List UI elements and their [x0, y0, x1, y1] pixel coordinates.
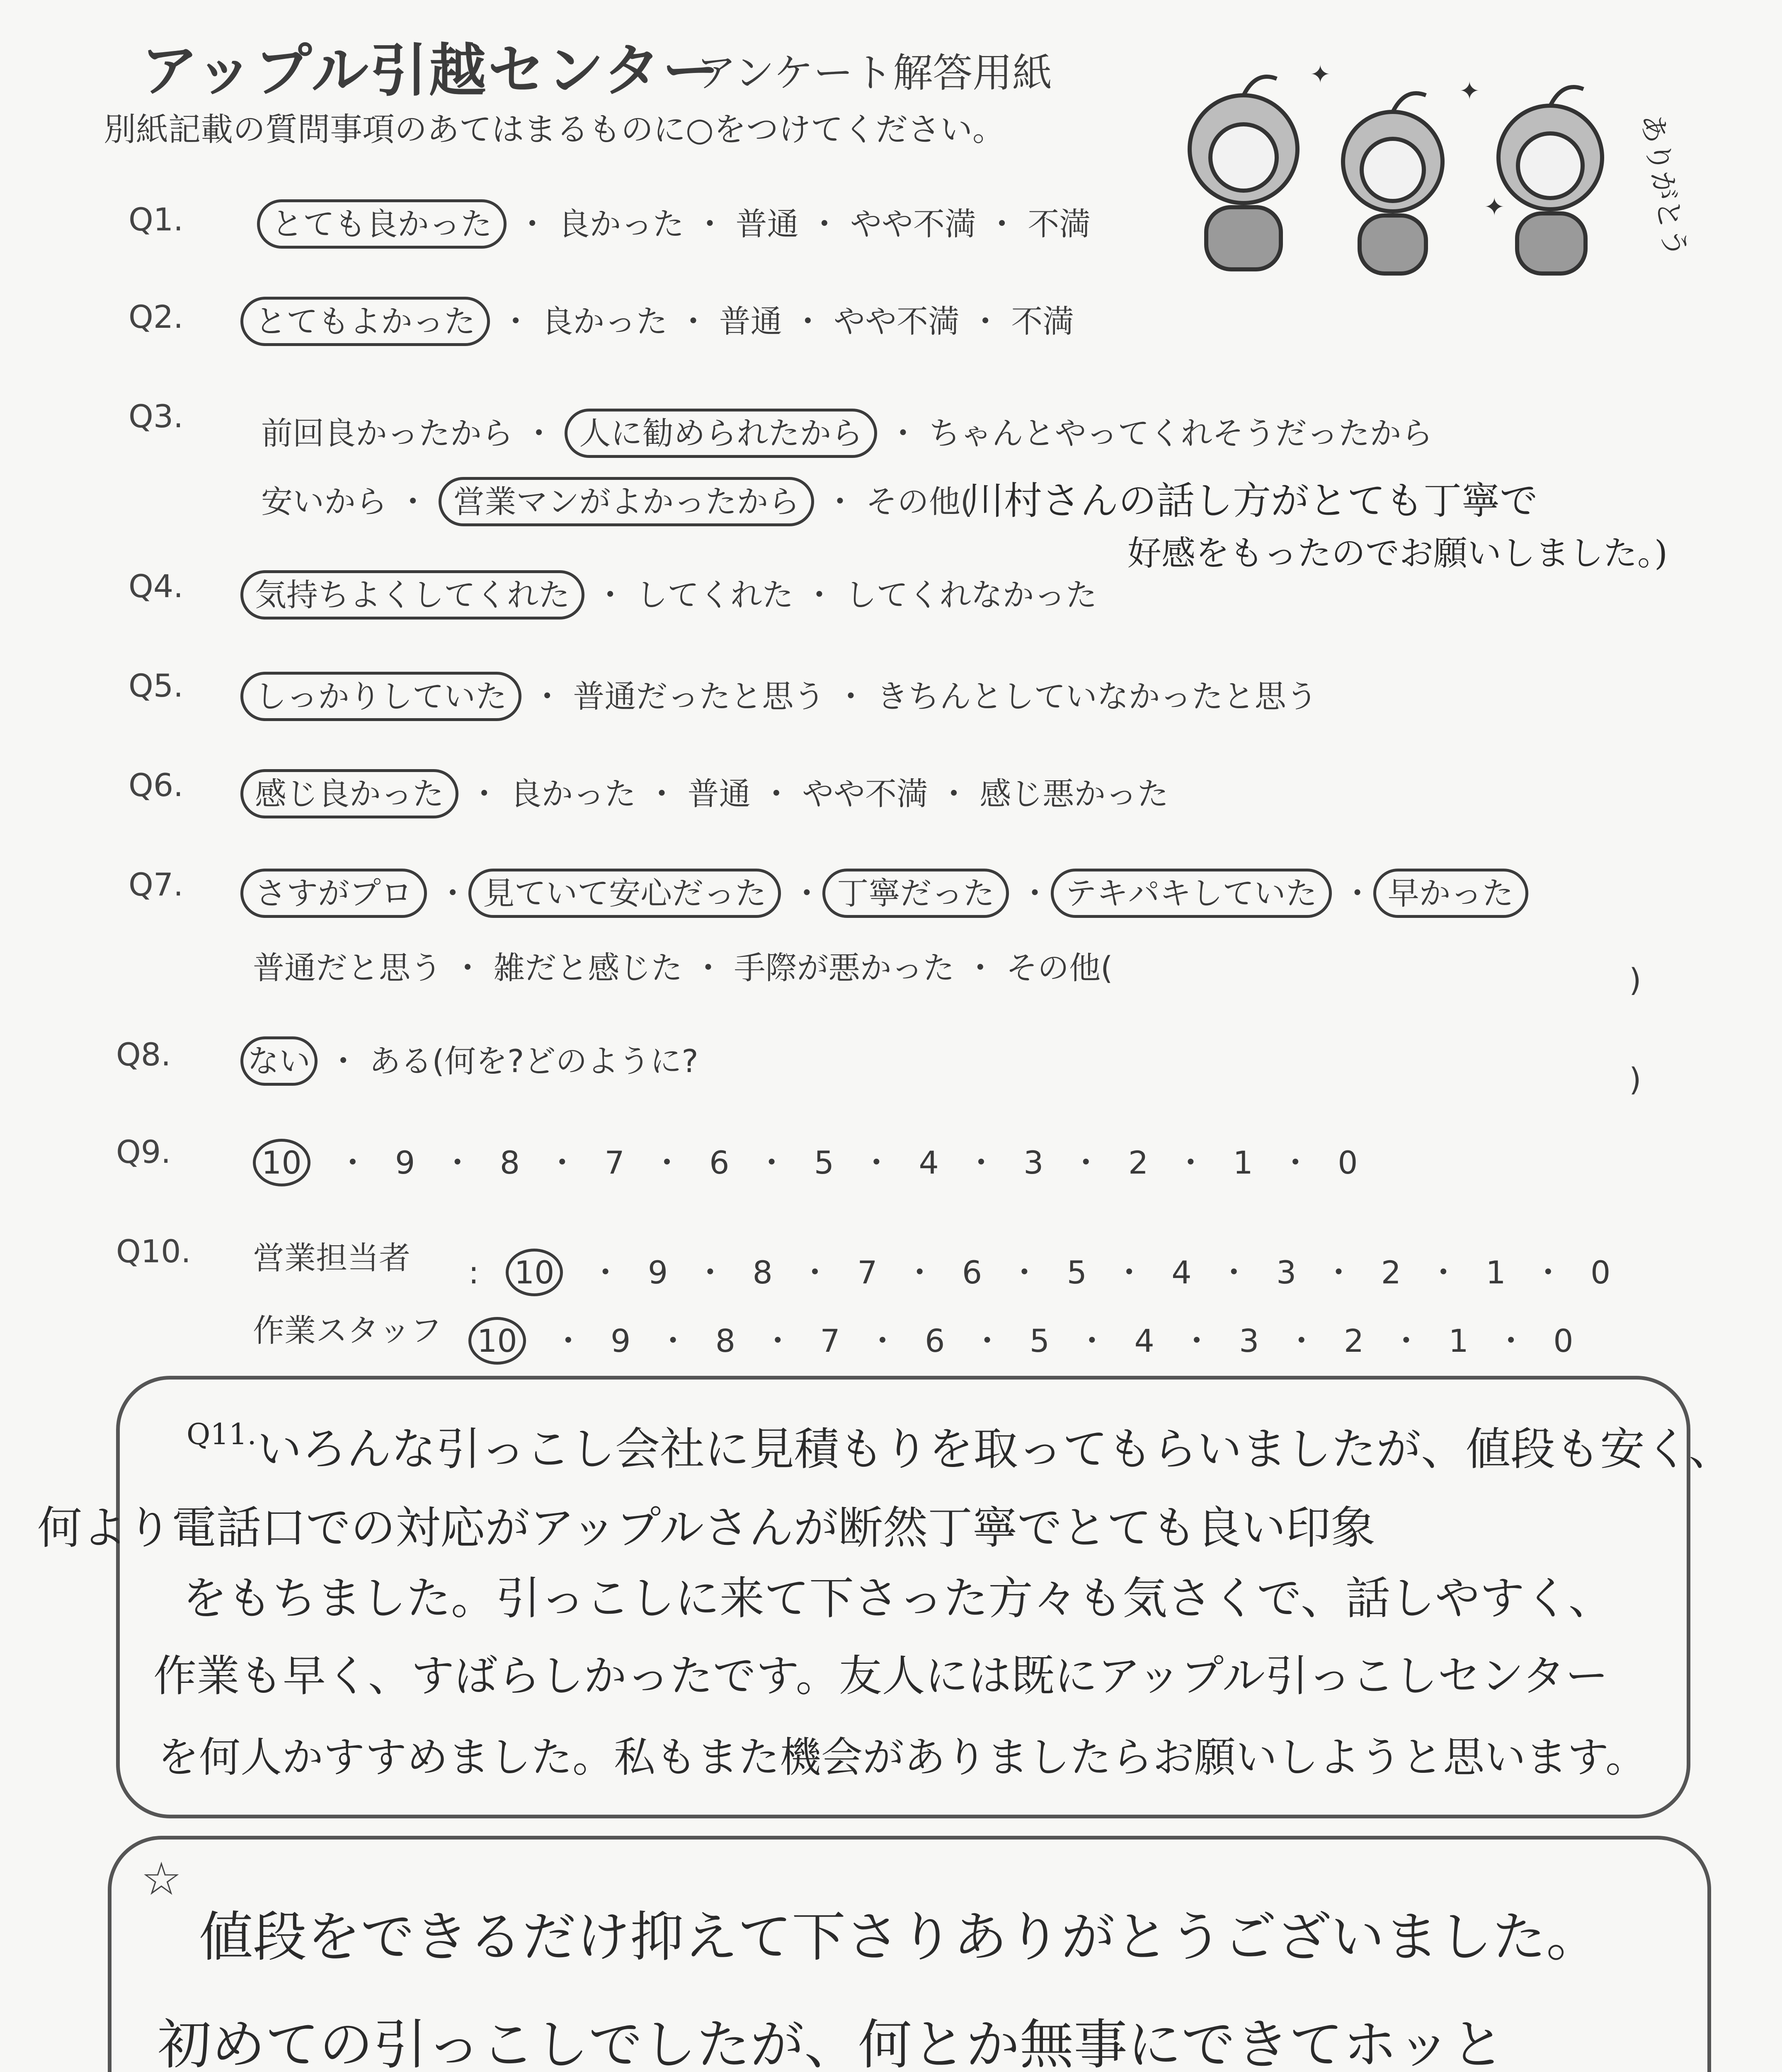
q3-option-other[interactable]: その他( [866, 483, 973, 520]
q9-score[interactable]: 4 [919, 1144, 939, 1181]
q10-score[interactable]: 5 [1029, 1322, 1050, 1359]
q9-score[interactable]: 6 [709, 1144, 730, 1181]
q3-option[interactable]: ちゃんとやってくれそうだったから [929, 415, 1433, 452]
q11-label: Q11. [187, 1417, 257, 1451]
q11-line: を何人かすすめました。私もまた機会がありましたらお願いしようと思います。 [158, 1733, 1647, 1782]
q7-option[interactable]: 普通だと思う [253, 949, 442, 986]
q2-option[interactable]: 良かった [541, 303, 668, 340]
q3-line1: 前回良かったから ・ 人に勧められたから ・ ちゃんとやってくれそうだったから [261, 408, 1433, 453]
q9-score[interactable]: 9 [395, 1144, 415, 1181]
q1-option[interactable]: 良かった [558, 206, 684, 242]
q8-close-paren: ) [1629, 1061, 1641, 1098]
q2-option[interactable]: 普通 [719, 303, 782, 340]
q10-score[interactable]: 7 [857, 1254, 878, 1291]
q10-score[interactable]: 6 [962, 1254, 982, 1291]
q6-options: 感じ良かった ・ 良かった ・ 普通 ・ やや不満 ・ 感じ悪かった [240, 769, 1169, 814]
q8-label: Q8. [116, 1036, 171, 1073]
q9-score[interactable]: 8 [499, 1144, 520, 1181]
q8-options: ない ・ ある(何を?どのように? [240, 1036, 698, 1081]
q3-label: Q3. [128, 398, 184, 435]
q3-option[interactable]: 前回良かったから [261, 415, 513, 452]
q4-options: 気持ちよくしてくれた ・ してくれた ・ してくれなかった [240, 570, 1097, 615]
q10-score[interactable]: 9 [647, 1254, 668, 1291]
q10-score[interactable]: 3 [1276, 1254, 1297, 1291]
q10-label: Q10. [116, 1233, 191, 1270]
q7-line1: さすがプロ ・ 見ていて安心だった ・ 丁寧だった ・ テキパキしていた ・ 早かった [240, 868, 1528, 913]
q2-options: とてもよかった ・ 良かった ・ 普通 ・ やや不満 ・ 不満 [240, 296, 1074, 341]
q10-score[interactable]: 4 [1134, 1322, 1154, 1359]
instruction-text: 別紙記載の質問事項のあてはまるものに○をつけてください。 [104, 111, 1005, 148]
q5-option-selected[interactable]: しっかりしていた [240, 672, 521, 721]
q10-score[interactable]: 4 [1171, 1254, 1192, 1291]
q7-option-selected[interactable]: 早かった [1373, 869, 1528, 918]
q5-label: Q5. [128, 667, 184, 704]
q2-option-selected[interactable]: とてもよかった [240, 297, 490, 346]
q7-option[interactable]: 雑だと感じた [493, 949, 683, 986]
page-title: アップル引越センター [141, 37, 721, 104]
q5-option[interactable]: きちんとしていなかったと思う [876, 678, 1318, 715]
q1-options: とても良かった ・ 良かった ・ 普通 ・ やや不満 ・ 不満 [257, 199, 1091, 244]
q3-other-handwritten-2: 好感をもったのでお願いしました。) [1127, 534, 1668, 573]
q5-option[interactable]: 普通だったと思う [573, 678, 825, 715]
q9-score-selected[interactable]: 10 [253, 1139, 310, 1186]
free-comment-line: 値段をできるだけ抑えて下さりありがとうございました。 [199, 1905, 1600, 1968]
q7-close-paren: ) [1629, 961, 1641, 998]
svg-text:✦: ✦ [1459, 77, 1480, 106]
q3-option-selected[interactable]: 人に勧められたから [565, 409, 877, 458]
svg-text:✦: ✦ [1484, 193, 1505, 222]
q10-score[interactable]: 2 [1343, 1322, 1364, 1359]
q10-score[interactable]: 8 [752, 1254, 773, 1291]
q9-score[interactable]: 1 [1233, 1144, 1253, 1181]
q10-staff-score-selected[interactable]: 10 [468, 1317, 526, 1365]
q7-option-other[interactable]: その他( [1006, 949, 1113, 986]
q10-score[interactable]: 2 [1381, 1254, 1401, 1291]
q10-score[interactable]: 8 [715, 1322, 736, 1359]
q6-option[interactable]: やや不満 [802, 775, 928, 812]
q6-option[interactable]: 良かった [510, 775, 636, 812]
q10-score[interactable]: 3 [1239, 1322, 1259, 1359]
q7-option-selected[interactable]: さすがプロ [240, 869, 427, 918]
q1-option-selected[interactable]: とても良かった [257, 199, 507, 249]
q3-other-handwritten-1: 川村さんの話し方がとても丁寧で [966, 479, 1538, 523]
q10-score[interactable]: 9 [611, 1322, 631, 1359]
q7-option-selected[interactable]: 見ていて安心だった [468, 869, 781, 918]
q2-label: Q2. [128, 298, 184, 335]
q7-option-selected[interactable]: 丁寧だった [822, 869, 1009, 918]
q10-score[interactable]: 0 [1590, 1254, 1611, 1291]
q4-option[interactable]: してくれなかった [845, 576, 1097, 613]
q8-option[interactable]: ある(何を?どのように? [369, 1043, 698, 1080]
q11-line: 何より電話口での対応がアップルさんが断然丁寧でとても良い印象 [37, 1502, 1376, 1554]
page-subtitle: アンケート解答用紙 [696, 50, 1052, 96]
q9-score[interactable]: 5 [814, 1144, 834, 1181]
mascot-thanks-text: ありがとう [1634, 111, 1693, 260]
star-icon: ☆ [141, 1852, 182, 1905]
q6-label: Q6. [128, 767, 184, 804]
q2-option[interactable]: 不満 [1011, 303, 1074, 340]
mascot-illustration [1161, 50, 1741, 282]
q4-option[interactable]: してくれた [636, 576, 794, 613]
q9-score[interactable]: 2 [1128, 1144, 1149, 1181]
q10-sales-score-selected[interactable]: 10 [506, 1249, 563, 1296]
q2-option[interactable]: やや不満 [833, 303, 960, 340]
q8-option-selected[interactable]: ない [240, 1036, 318, 1086]
q5-options: しっかりしていた ・ 普通だったと思う ・ きちんとしていなかったと思う [240, 671, 1318, 716]
q9-scale: 10 ・ 9 ・ 8 ・ 7 ・ 6 ・ 5 ・ 4 ・ 3 ・ 2 ・ 1 ・ 0 [253, 1138, 1358, 1183]
q6-option[interactable]: 普通 [687, 775, 751, 812]
q1-option[interactable]: 普通 [735, 206, 799, 242]
q11-line: 作業も早く、すばらしかったです。友人には既にアップル引っこしセンター [153, 1651, 1609, 1701]
q9-score[interactable]: 7 [604, 1144, 625, 1181]
q10-row1-label: 営業担当者 [253, 1239, 410, 1276]
q7-option-selected[interactable]: テキパキしていた [1051, 869, 1332, 918]
free-comment-line: 初めての引っこしでしたが、何とか無事にできてホッと [158, 2013, 1505, 2072]
q4-label: Q4. [128, 568, 184, 605]
q10-score[interactable]: 5 [1067, 1254, 1087, 1291]
q10-row2-label: 作業スタッフ [253, 1312, 442, 1349]
q10-row1-scale: : 10 ・ 9 ・ 8 ・ 7 ・ 6 ・ 5 ・ 4 ・ 3 ・ 2 ・ 1 ・ 0 [468, 1247, 1610, 1293]
q9-score[interactable]: 3 [1023, 1144, 1044, 1181]
q10-score[interactable]: 1 [1448, 1322, 1469, 1359]
q10-score[interactable]: 1 [1486, 1254, 1506, 1291]
q1-option[interactable]: 不満 [1028, 206, 1091, 242]
q6-option-selected[interactable]: 感じ良かった [240, 769, 458, 818]
q6-option[interactable]: 感じ悪かった [979, 775, 1169, 812]
svg-text:✦: ✦ [1310, 60, 1331, 89]
q1-option[interactable]: やや不満 [850, 206, 976, 242]
q7-label: Q7. [128, 866, 184, 903]
q9-score[interactable]: 0 [1338, 1144, 1358, 1181]
q9-label: Q9. [116, 1133, 171, 1170]
q1-label: Q1. [128, 201, 184, 238]
q11-line: をもちました。引っこしに来て下さった方々も気さくで、話しやすく、 [182, 1573, 1613, 1624]
q7-option[interactable]: 手際が悪かった [734, 949, 955, 986]
q3-option[interactable]: 安いから [261, 483, 387, 520]
q7-line2: 普通だと思う ・ 雑だと感じた ・ 手際が悪かった ・ その他( [253, 949, 1113, 986]
q10-score[interactable]: 7 [820, 1322, 840, 1359]
q10-row2-scale: 10 ・ 9 ・ 8 ・ 7 ・ 6 ・ 5 ・ 4 ・ 3 ・ 2 ・ 1 ・ 0 [468, 1316, 1573, 1361]
q4-option-selected[interactable]: 気持ちよくしてくれた [240, 570, 584, 620]
q11-line: いろんな引っこし会社に見積もりを取ってもらいましたが、値段も安く、 [257, 1423, 1734, 1475]
q3-line2: 安いから ・ 営業マンがよかったから ・ その他( [261, 477, 972, 522]
q10-score[interactable]: 6 [925, 1322, 945, 1359]
q10-score[interactable]: 0 [1553, 1322, 1573, 1359]
q3-option-selected[interactable]: 営業マンがよかったから [439, 477, 814, 526]
